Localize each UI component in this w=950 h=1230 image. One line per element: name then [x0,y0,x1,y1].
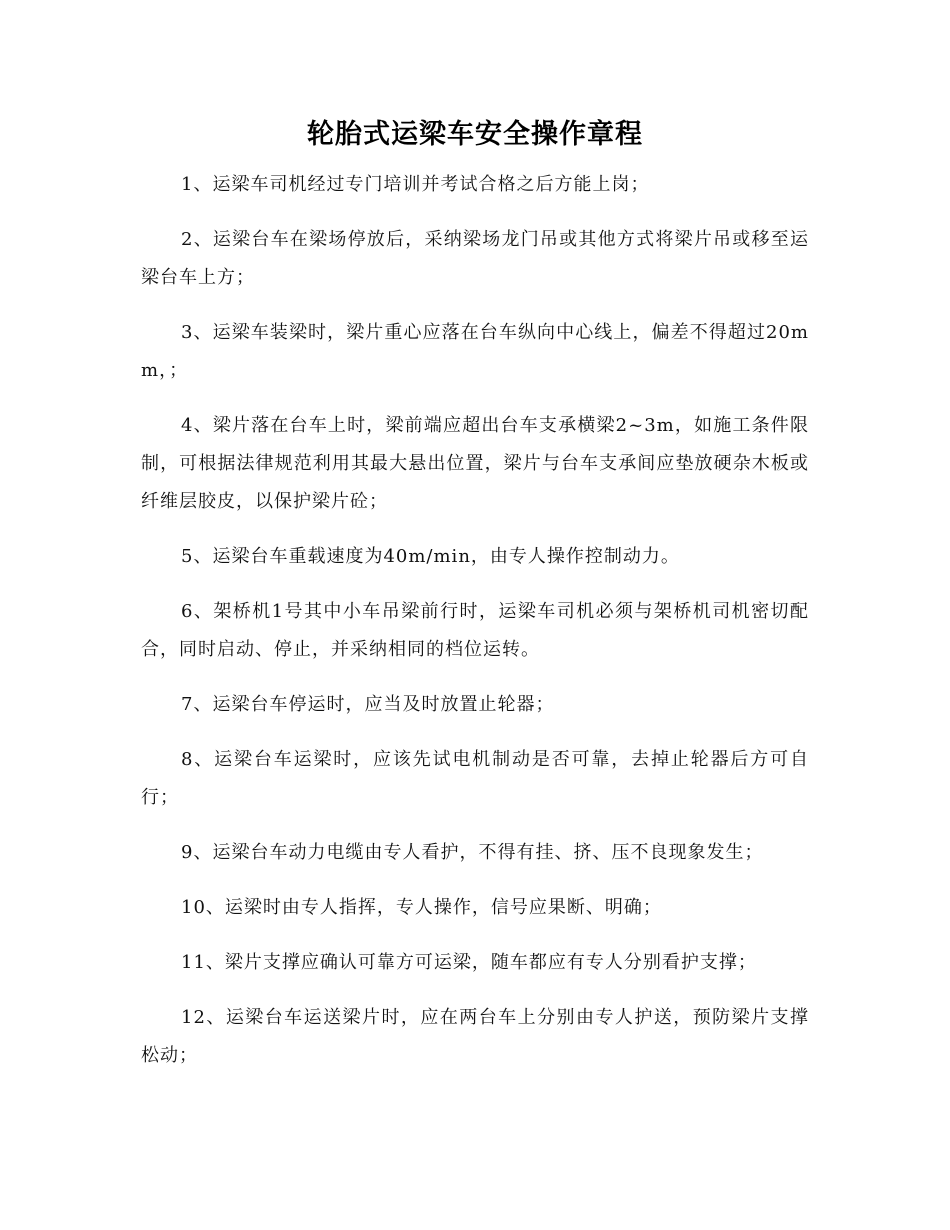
document-body [141,166,809,1092]
paragraph-9: 9、运梁台车动力电缆由专人看护，不得有挂、挤、压不良现象发生； [181,842,764,863]
paragraph-2: 2、运梁台车在梁场停放后，采纳梁场龙门吊或其他方式将梁片吊或移至运梁台车上方； [141,229,809,288]
paragraph-11: 11、梁片支撑应确认可靠方可运梁，随车都应有专人分别看护支撑； [181,952,757,973]
paragraph-3: 3、运梁车装梁时，梁片重心应落在台车纵向中心线上，偏差不得超过20mm，； [141,322,809,381]
paragraph-10: 10、运梁时由专人指挥，专人操作，信号应果断、明确； [181,897,662,918]
paragraph-1: 1、运梁车司机经过专门培训并考试合格之后方能上岗； [181,174,650,195]
paragraph-4: 4、梁片落在台车上时，梁前端应超出台车支承横梁2~3m，如施工条件限制，可根据法律规范利用其最大悬出位置，梁片与台车支承间应垫放硬杂木板或纤维层胶皮，以保护梁片砼； [141,415,809,512]
paragraph-8: 8、运梁台车运梁时，应该先试电机制动是否可靠，去掉止轮器后方可自行； [141,749,809,808]
paragraph-6: 6、架桥机1号其中小车吊梁前行时，运梁车司机必须与架桥机司机密切配合，同时启动、停止，并采纳相同的档位运转。 [141,601,809,660]
paragraph-7: 7、运梁台车停运时，应当及时放置止轮器； [181,694,555,715]
paragraph-5: 5、运梁台车重载速度为40m/min，由专人操作控制动力。 [181,546,680,567]
paragraph-12: 12、运梁台车运送梁片时，应在两台车上分别由专人护送，预防梁片支撑松动； [141,1007,809,1066]
document-title: 轮胎式运梁车安全操作章程 [307,119,643,150]
